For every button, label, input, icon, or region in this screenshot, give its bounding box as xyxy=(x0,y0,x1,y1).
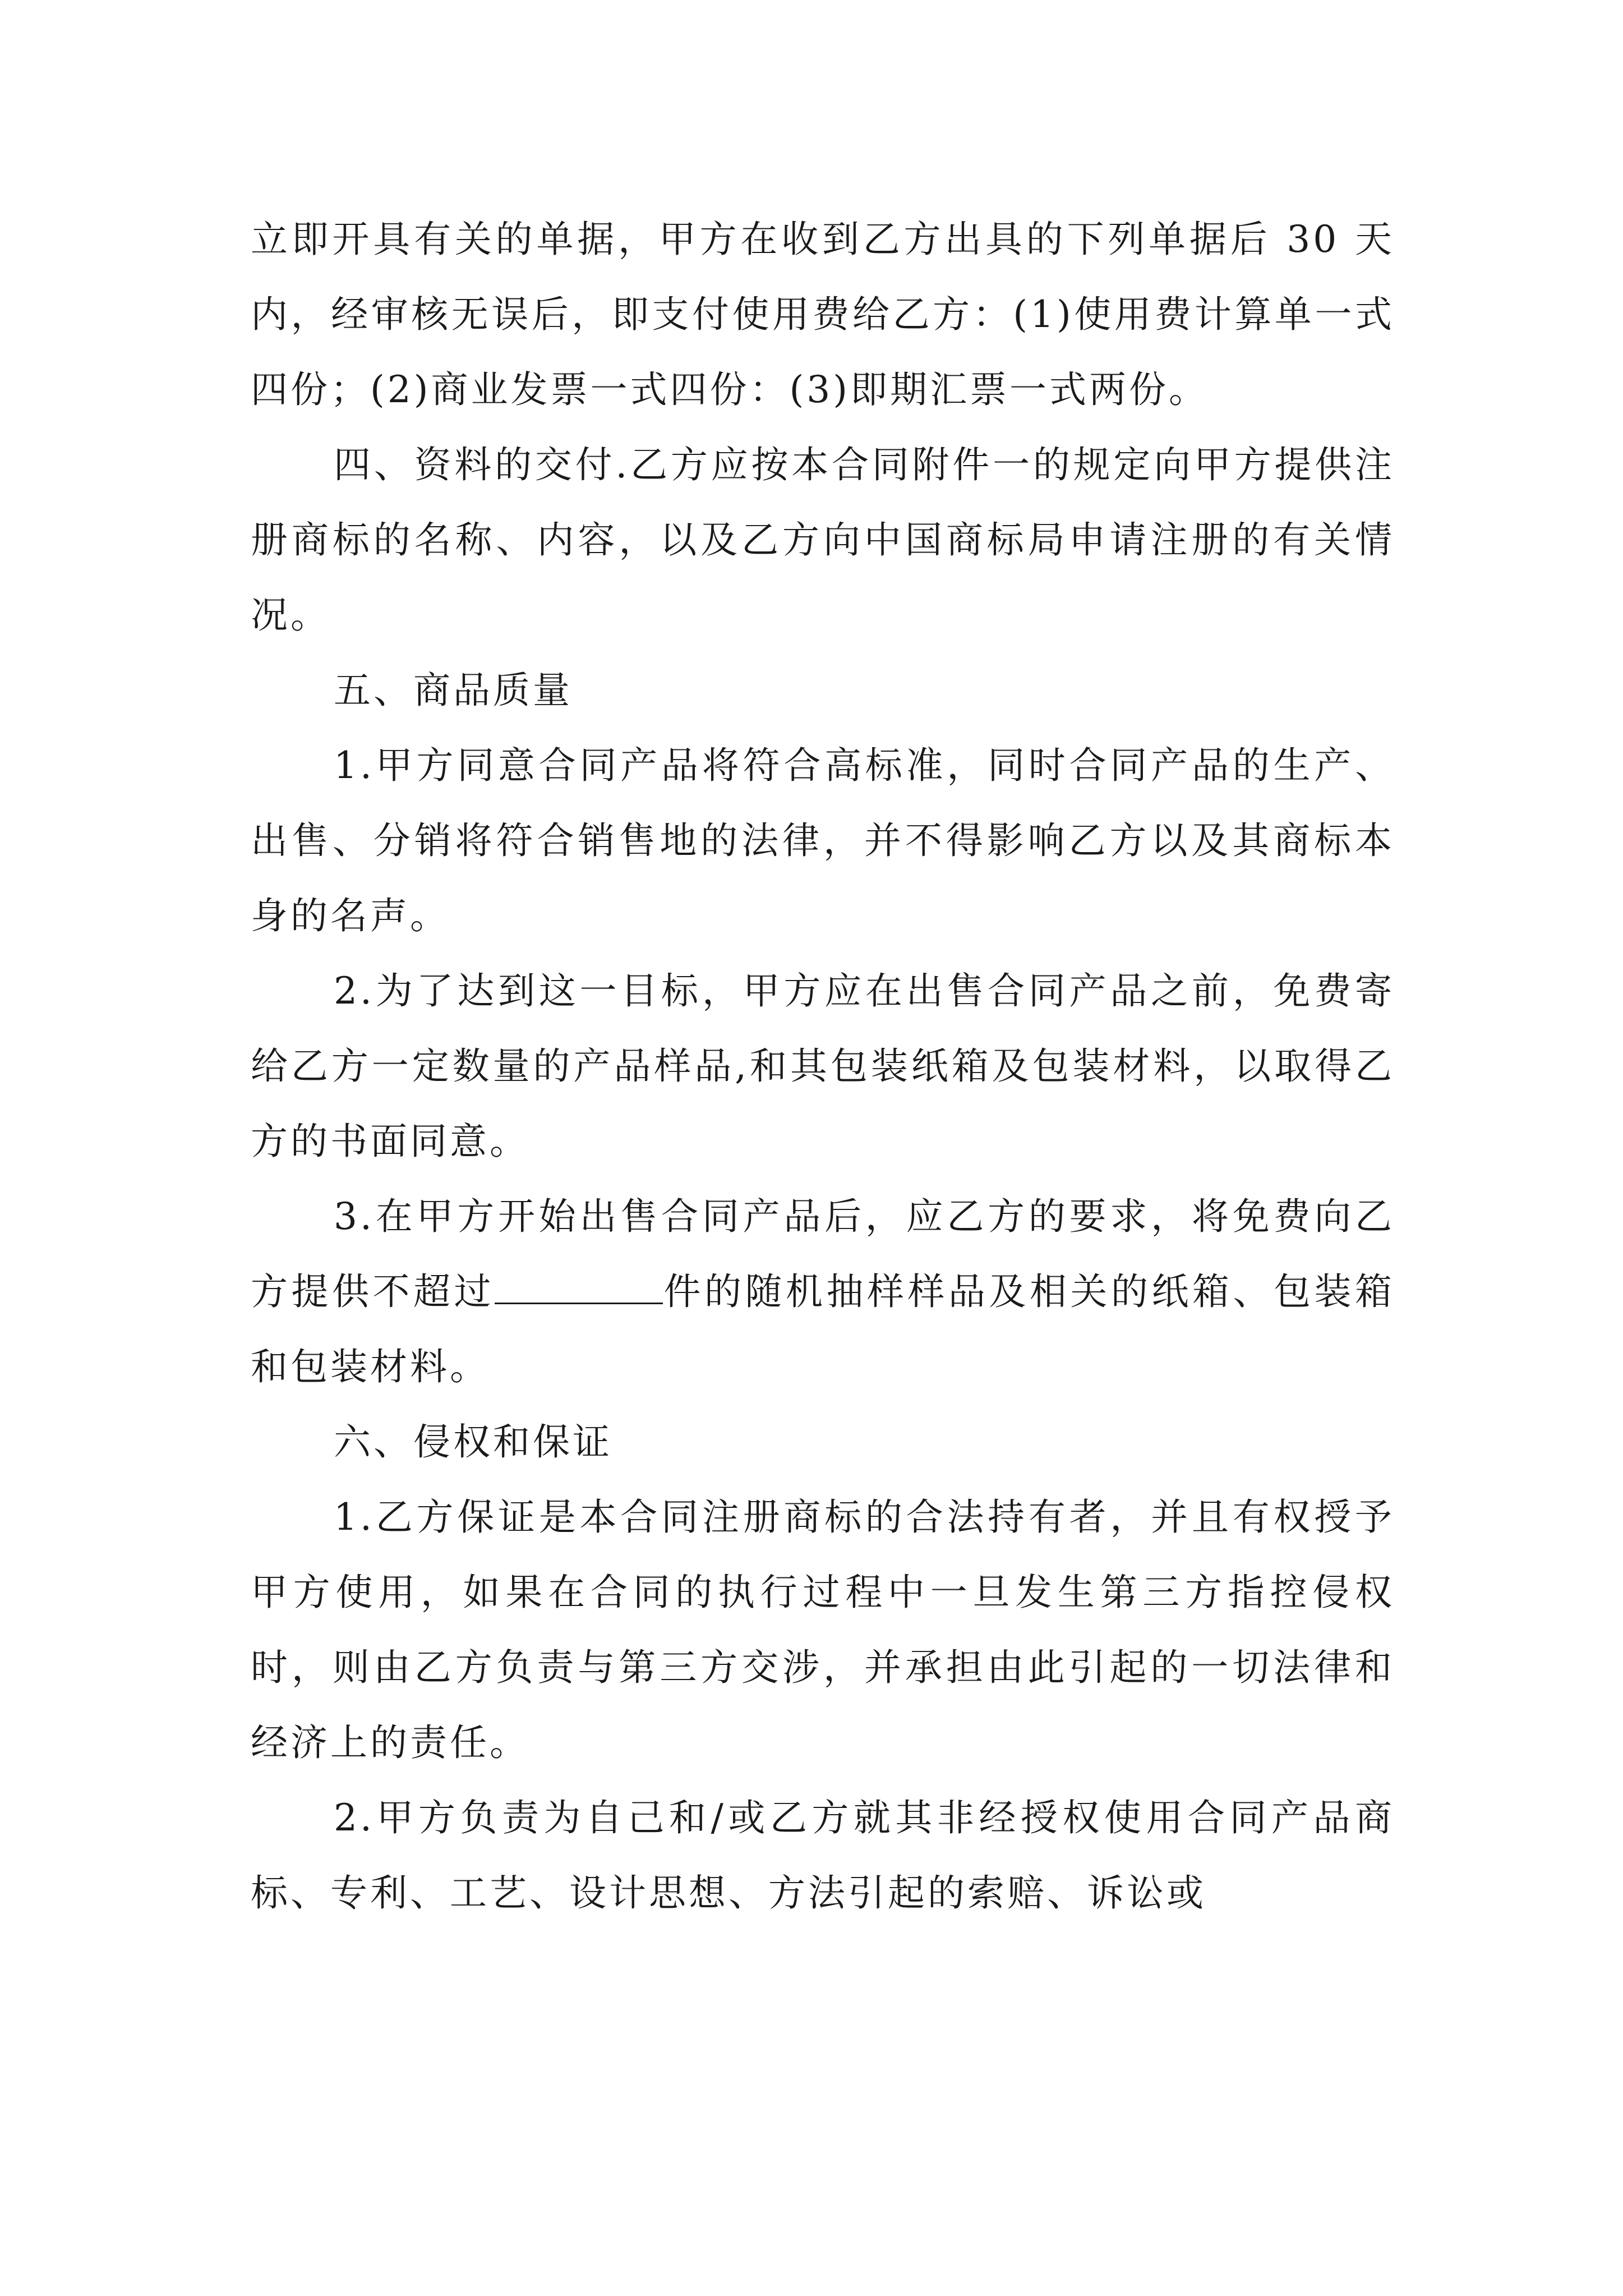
paragraph-payment-documents: 立即开具有关的单据，甲方在收到乙方出具的下列单据后 30 天内，经审核无误后，即支付使用费给乙方：(1)使用费计算单一式四份；(2)商业发票一式四份：(3)即期汇票一式两份。 xyxy=(251,218,1395,411)
paragraph-quality-item-3-after-blank: 件的随机抽样样品及相关的纸箱、包装箱和包装材料。 xyxy=(251,1270,1395,1388)
paragraph-infringement-item-1: 1.乙方保证是本合同注册商标的合法持有者，并且有权授予甲方使用，如果在合同的执行过程中一旦发生第三方指控侵权时，则由乙方负责与第三方交涉，并承担由此引起的一切法律和经济上的责任。 xyxy=(251,1496,1395,1764)
paragraph-quality-item-2: 2.为了达到这一目标，甲方应在出售合同产品之前，免费寄给乙方一定数量的产品样品,和其包装纸箱及包装材料，以取得乙方的书面同意。 xyxy=(251,969,1395,1163)
fill-in-blank-line xyxy=(495,1269,663,1304)
heading-section-five-quality: 五、商品质量 xyxy=(334,669,573,712)
heading-section-six-infringement: 六、侵权和保证 xyxy=(334,1420,612,1464)
paragraph-quality-item-1: 1.甲方同意合同产品将符合高标准，同时合同产品的生产、出售、分销将符合销售地的法律，并不得影响乙方以及其商标本身的名声。 xyxy=(251,744,1395,937)
paragraph-section-four-materials: 四、资料的交付.乙方应按本合同附件一的规定向甲方提供注册商标的名称、内容，以及乙方向中国商标局申请注册的有关情况。 xyxy=(251,443,1395,637)
paragraph-quality-item-3-before-blank: 3.在甲方开始出售合同产品后，应乙方的要求，将免费向乙方提供不超过 xyxy=(251,1195,1395,1313)
paragraph-quality-item-3 xyxy=(251,1179,1395,1405)
paragraph-infringement-item-2: 2.甲方负责为自己和/或乙方就其非经授权使用合同产品商标、专利、工艺、设计思想、方法引起的索赔、诉讼或 xyxy=(251,1796,1395,1915)
document-body xyxy=(251,202,1395,1931)
